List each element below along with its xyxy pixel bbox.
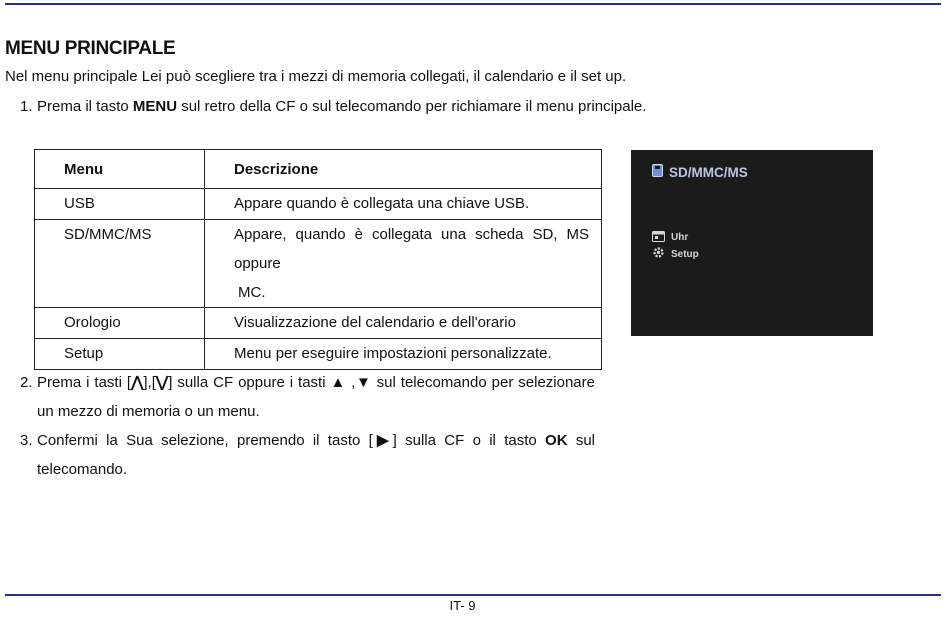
bottom-rule xyxy=(5,594,941,596)
table-row xyxy=(35,339,602,370)
header-menu: Menu xyxy=(35,150,205,189)
step-text: ],[ xyxy=(143,374,156,391)
row-menu: SD/MMC/MS xyxy=(35,220,205,308)
menu-table xyxy=(34,149,602,370)
page-number: IT- 9 xyxy=(449,598,476,613)
screen-item-setup xyxy=(652,246,699,262)
intro-text: Nel menu principale Lei può scegliere tra i mezzi di memoria collegati, il calendario e il set up. xyxy=(5,68,627,85)
step-text: Confermi la Sua selezione, premendo il tasto [ xyxy=(37,432,373,449)
table-row xyxy=(35,189,602,220)
step-line xyxy=(20,426,595,455)
row-description-line: Appare, quando è collegata una scheda SD, MS oppure xyxy=(234,226,589,272)
step-2 xyxy=(20,368,595,426)
row-menu: USB xyxy=(35,189,205,220)
screen-item-label: SD/MMC/MS xyxy=(669,164,748,180)
step-number: 2. xyxy=(20,374,33,391)
ok-key-label: OK xyxy=(545,432,568,449)
top-rule xyxy=(5,3,941,5)
calendar-icon xyxy=(652,230,665,245)
row-description: Menu per eseguire impostazioni personalizzate. xyxy=(205,339,602,370)
row-description: Visualizzazione del calendario e dell'orario xyxy=(205,308,602,339)
screen-item-label: Setup xyxy=(671,248,699,260)
page-title: MENU PRINCIPALE xyxy=(5,38,176,59)
play-arrow-icon: ▶ xyxy=(372,432,393,449)
step-line: un mezzo di memoria o un menu. xyxy=(37,403,260,420)
table-row xyxy=(35,308,602,339)
up-arrow-icon: ⋀ xyxy=(131,374,144,391)
header-description: Descrizione xyxy=(205,150,602,189)
table-header-row xyxy=(35,150,602,189)
row-description xyxy=(205,220,602,308)
device-menu-screenshot xyxy=(631,150,873,336)
row-description: Appare quando è collegata una chiave USB. xyxy=(205,189,602,220)
step-number: 3. xyxy=(20,432,33,449)
step-text: ] sulla CF oppure i tasti ▲ ,▼ sul telecomando per selezionare xyxy=(168,374,595,391)
menu-key-label: MENU xyxy=(132,98,178,115)
step-line: telecomando. xyxy=(37,461,128,478)
step-number: 1. xyxy=(20,98,33,115)
step-text: sul retro della CF o sul telecomando per richiamare il menu principale. xyxy=(177,98,647,115)
step-text: Prema il tasto xyxy=(37,98,133,115)
step-1 xyxy=(20,92,646,121)
table-row xyxy=(35,220,602,308)
step-3 xyxy=(20,426,595,484)
screen-item-clock xyxy=(652,230,688,245)
row-description-line: MC. xyxy=(238,284,266,301)
step-text: ] sulla CF o il tasto xyxy=(392,432,546,449)
row-menu: Setup xyxy=(35,339,205,370)
step-line xyxy=(20,368,595,397)
step-text: Prema i tasti [ xyxy=(37,374,132,391)
row-menu: Orologio xyxy=(35,308,205,339)
screen-item-label: Uhr xyxy=(671,232,689,243)
memory-card-icon xyxy=(652,164,663,180)
down-arrow-icon: ⋁ xyxy=(155,374,169,391)
gear-icon xyxy=(652,246,665,262)
step-text: sul xyxy=(567,432,596,449)
screen-item-sd xyxy=(652,164,748,180)
